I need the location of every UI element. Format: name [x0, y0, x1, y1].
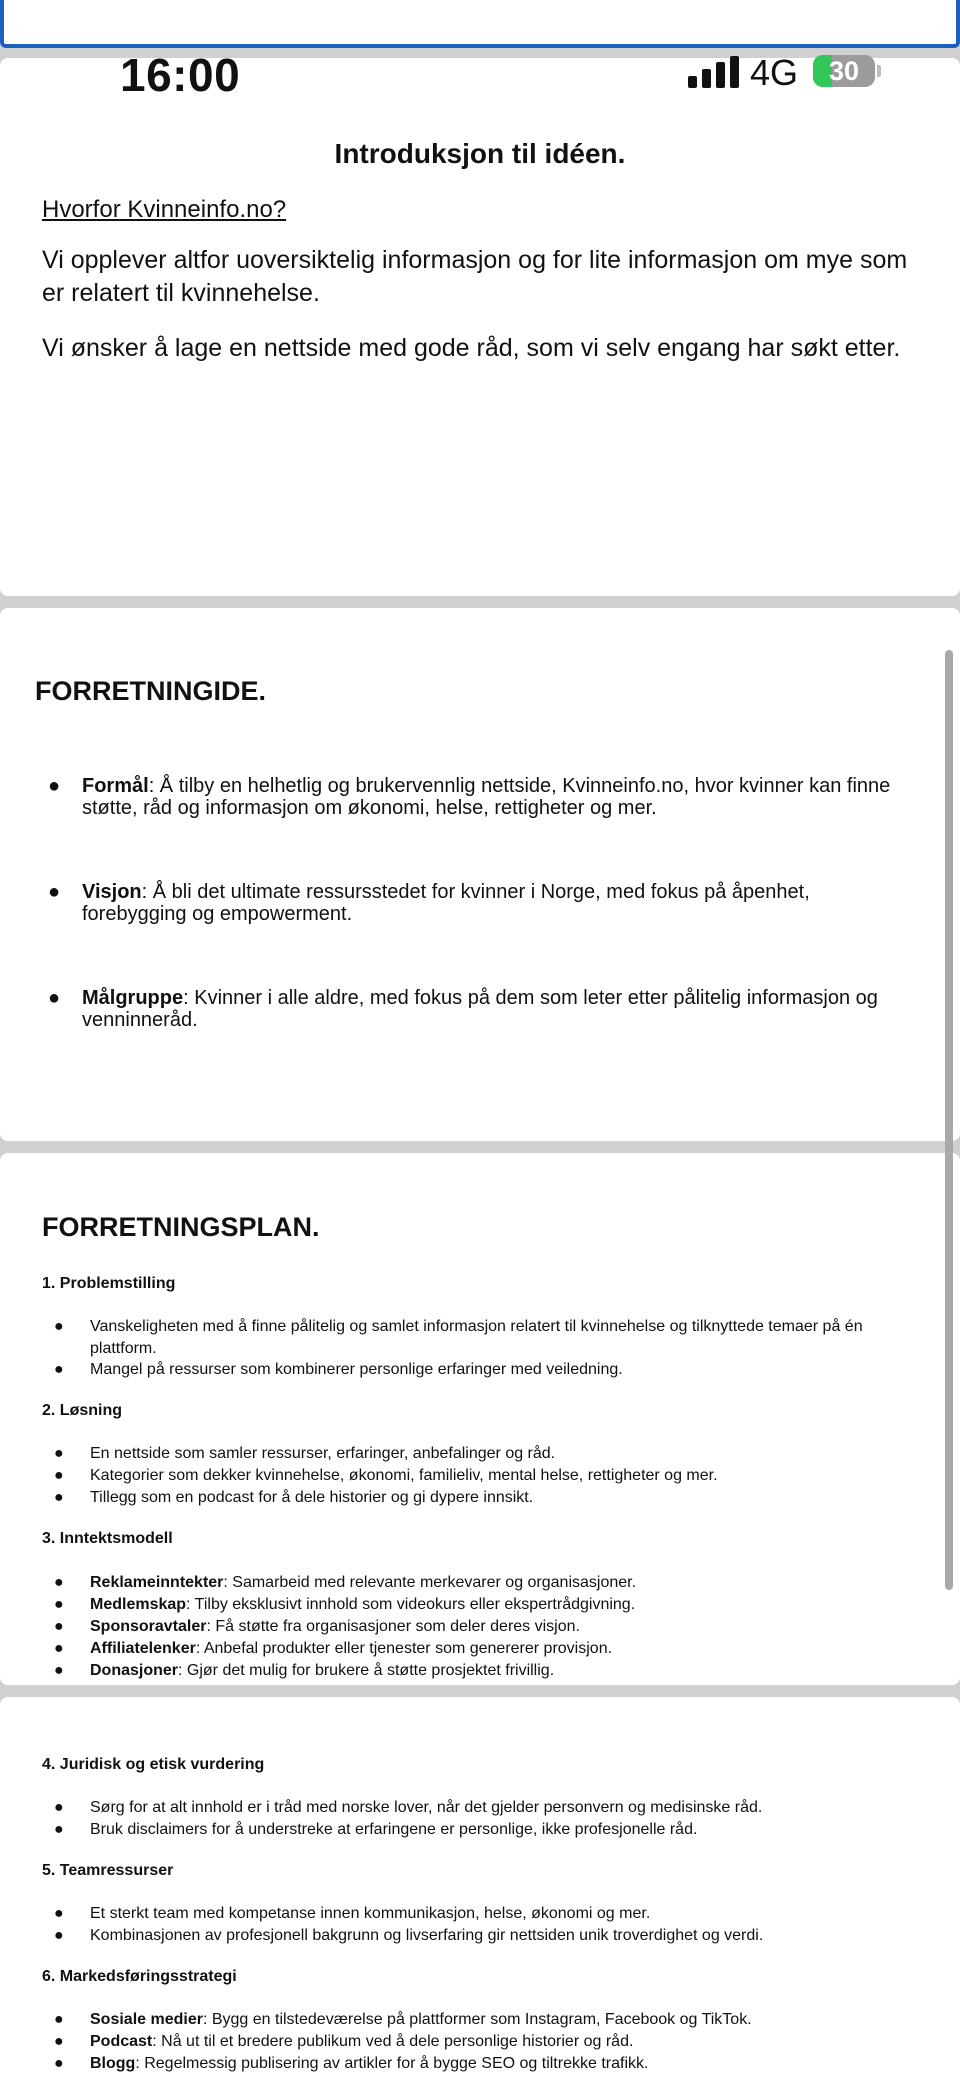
list-item-text	[90, 2009, 920, 2031]
list-item-text	[90, 1616, 920, 1638]
section-heading-juridisk: 4. Juridisk og etisk vurdering	[42, 1756, 265, 1773]
bullet-icon: ●	[54, 1905, 64, 1922]
list-item-term: Medlemskap	[90, 1596, 187, 1613]
list-item-term: Donasjoner	[90, 1662, 179, 1679]
intro-title: Introduksjon til idéen.	[334, 138, 626, 169]
network-type: 4G	[750, 52, 799, 93]
list-item-description: : Få støtte fra organisasjoner som deler deres visjon.	[206, 1618, 580, 1635]
forretningside-title: FORRETNINGIDE.	[35, 676, 267, 706]
section-heading-markedsforing: 6. Markedsføringsstrategi	[42, 1968, 237, 1985]
list-item-term: Sosiale medier	[90, 2011, 203, 2028]
bullet-icon: ●	[54, 1489, 64, 1506]
list-item-text	[90, 1819, 920, 1841]
list-item-text	[90, 1465, 920, 1487]
section-heading-teamressurser: 5. Teamressurser	[42, 1862, 174, 1879]
list-item-text	[90, 1316, 920, 1360]
bullet-icon: ●	[54, 1361, 64, 1378]
list-item-text	[90, 1638, 920, 1660]
list-item-term: Visjon	[82, 881, 142, 903]
list-item-text	[90, 1594, 920, 1616]
battery-icon	[813, 55, 875, 87]
list-item-description: Et sterkt team med kompetanse innen kommunikasjon, helse, økonomi og mer.	[90, 1905, 651, 1922]
list-item-description: : Regelmessig publisering av artikler for å bygge SEO og tiltrekke trafikk.	[135, 2055, 649, 2072]
list-item-description: Tillegg som en podcast for å dele historier og gi dypere innsikt.	[90, 1489, 534, 1506]
list-item-term: Målgruppe	[82, 987, 184, 1009]
list-item-text	[90, 2053, 920, 2075]
bullet-icon: ●	[54, 2055, 64, 2072]
previous-page-edge	[0, 0, 960, 48]
bullet-icon: ●	[54, 1467, 64, 1484]
list-item-text	[90, 1487, 920, 1509]
section-heading-problemstilling: 1. Problemstilling	[42, 1275, 176, 1292]
list-item-description: Mangel på ressurser som kombinerer personlige erfaringer med veiledning.	[90, 1361, 623, 1378]
bullet-icon: ●	[54, 1574, 64, 1591]
section-heading-losning: 2. Løsning	[42, 1402, 122, 1419]
list-item-description: Kombinasjonen av profesjonell bakgrunn og livserfaring gir nettsiden unik troverdighet og verdi.	[90, 1927, 764, 1944]
bullet-icon: ●	[48, 775, 61, 797]
bullet-icon: ●	[54, 1927, 64, 1944]
list-item-text	[90, 1797, 920, 1819]
list-item-description: Vanskeligheten med å finne pålitelig og samlet informasjon relatert til kvinnehelse og tilknyttede temaer på én plattform.	[90, 1318, 863, 1357]
list-item-description: Sørg for at alt innhold er i tråd med norske lover, når det gjelder personvern og medisinske råd.	[90, 1799, 763, 1816]
list-item-description: : Anbefal produkter eller tjenester som genererer provisjon.	[195, 1640, 613, 1657]
list-item-description: : Å tilby en helhetlig og brukervennlig nettside, Kvinneinfo.no, hvor kvinner kan finne støtte, råd og informasjon om økonomi, helse, rettigheter og mer.	[82, 775, 891, 819]
list-item-text	[90, 1443, 920, 1465]
list-item-term: Podcast	[90, 2033, 153, 2050]
list-item-description: : Samarbeid med relevante merkevarer og organisasjoner.	[223, 1574, 637, 1591]
bullet-icon: ●	[54, 1596, 64, 1613]
list-item-description: Kategorier som dekker kvinnehelse, økonomi, familieliv, mental helse, rettigheter og mer.	[90, 1467, 718, 1484]
list-item-term: Sponsoravtaler	[90, 1618, 207, 1635]
list-item-description: : Tilby eksklusivt innhold som videokurs eller ekspertrådgivning.	[186, 1596, 636, 1613]
bullet-icon: ●	[54, 1640, 64, 1657]
bullet-icon: ●	[54, 1799, 64, 1816]
bullet-icon: ●	[54, 1662, 64, 1679]
list-item-description: Bruk disclaimers for å understreke at erfaringene er personlige, ikke profesjonelle råd.	[90, 1821, 698, 1838]
list-item-description: : Gjør det mulig for brukere å støtte prosjektet frivillig.	[178, 1662, 555, 1679]
battery-tip	[877, 65, 881, 77]
intro-question: Hvorfor Kvinneinfo.no?	[42, 196, 287, 223]
section-heading-inntektsmodell: 3. Inntektsmodell	[42, 1530, 173, 1547]
list-item-text	[90, 1903, 920, 1925]
status-time: 16:00	[120, 49, 241, 101]
list-item-term: Affiliatelenker	[90, 1640, 196, 1657]
forretningsplan-title: FORRETNINGSPLAN.	[42, 1212, 320, 1242]
intro-paragraph-2: Vi ønsker å lage en nettside med gode råd, som vi selv engang har søkt etter.	[42, 334, 901, 362]
bullet-icon: ●	[54, 2033, 64, 2050]
bullet-icon: ●	[48, 987, 61, 1009]
list-item-text	[90, 2031, 920, 2053]
list-item-text	[90, 1925, 920, 1947]
list-item-description: En nettside som samler ressurser, erfaringer, anbefalinger og råd.	[90, 1445, 556, 1462]
list-item-text	[90, 1359, 920, 1381]
bullet-icon: ●	[54, 1318, 64, 1335]
list-item-text	[82, 775, 912, 819]
list-item-term: Blogg	[90, 2055, 136, 2072]
bullet-icon: ●	[54, 1618, 64, 1635]
list-item-term: Reklameinntekter	[90, 1574, 224, 1591]
bullet-icon: ●	[54, 1821, 64, 1838]
list-item-description: : Å bli det ultimate ressursstedet for kvinner i Norge, med fokus på åpenhet, forebygging og empowerment.	[82, 881, 810, 925]
cellular-signal-icon	[688, 56, 740, 88]
battery-level: 30	[828, 56, 860, 86]
list-item-text	[82, 881, 912, 925]
list-item-text	[90, 1572, 920, 1594]
bullet-icon: ●	[48, 881, 61, 903]
bullet-icon: ●	[54, 1445, 64, 1462]
scrollbar[interactable]	[945, 650, 953, 1590]
list-item-description: : Nå ut til et bredere publikum ved å dele personlige historier og råd.	[152, 2033, 634, 2050]
list-item-text	[82, 987, 912, 1031]
bullet-icon: ●	[54, 2011, 64, 2028]
list-item-term: Formål	[82, 775, 149, 797]
list-item-description: : Bygg en tilstedeværelse på plattformer som Instagram, Facebook og TikTok.	[202, 2011, 752, 2028]
list-item-description: : Kvinner i alle aldre, med fokus på dem som leter etter pålitelig informasjon og venninneråd.	[82, 987, 878, 1031]
list-item-text	[90, 1660, 920, 1682]
intro-paragraph-1: Vi opplever altfor uoversiktelig informasjon og for lite informasjon om mye som er relatert til kvinnehelse.	[42, 246, 908, 307]
